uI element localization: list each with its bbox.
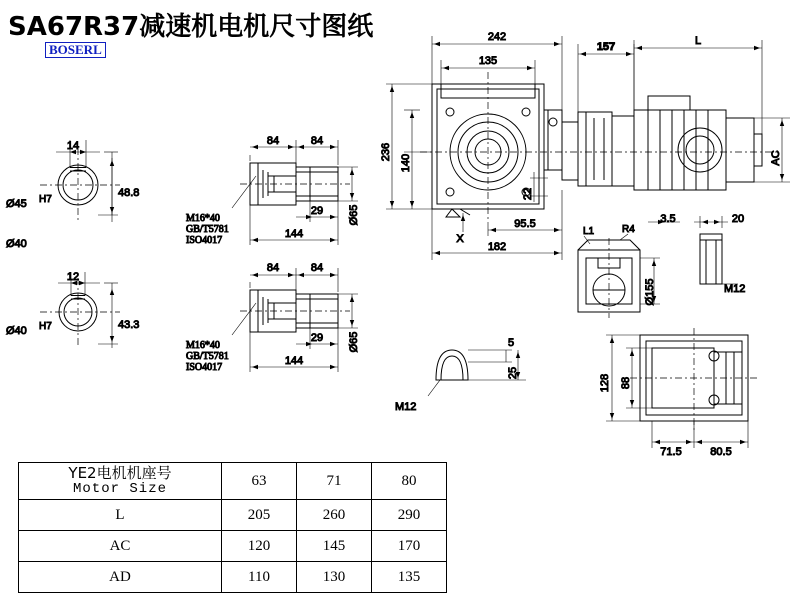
brand-logo: BOSERL [45,42,106,58]
dim-71-5: 71.5 [660,446,682,458]
dim-shaft-top-dia65: Ø65 [348,204,360,226]
dim-left-top-14: 14 [66,140,80,152]
flange-detail-view [578,216,738,318]
dim-main-95-5: 95.5 [514,218,536,230]
dim-shaft-bottom-84b: 84 [310,262,324,274]
table-cell-ad-63: 110 [222,562,297,593]
dim-left-top-bore-tol: H7 [39,194,52,205]
table-header-col-1: 63 [222,463,297,500]
note-top-std1: GB/T5781 [186,224,229,235]
dim-3-5: 3.5 [660,213,676,225]
dim-shaft-bottom-29: 29 [310,332,324,344]
dim-main-22: 22 [522,187,534,201]
dim-main-AC: AC [770,150,782,166]
table-header-label-cn: YE2电机机座号 [68,464,172,482]
table-row [19,500,447,531]
dim-left-bottom-43-3: 43.3 [118,319,140,331]
dim-main-242: 242 [487,31,507,43]
dim-main-X: X [456,233,464,245]
note-bottom-std2: ISO4017 [186,362,223,373]
dim-M12-cover: M12 [395,401,417,413]
dim-shaft-bottom-84a: 84 [266,262,280,274]
dim-main-236: 236 [380,142,392,162]
table-header-col-3: 80 [372,463,447,500]
dim-shaft-top-29: 29 [310,205,324,217]
dim-left-bottom-bore: Ø40 [6,325,27,337]
table-header-label-en: Motor Size [72,481,167,497]
left-top-section-view [40,140,120,222]
table-cell-l-63: 205 [222,500,297,531]
dim-88: 88 [620,376,632,390]
table-cell-ad-71: 130 [297,562,372,593]
dim-main-L: L [694,35,702,47]
table-cell-l-80: 290 [372,500,447,531]
table-cell-ac-71: 145 [297,531,372,562]
dim-shaft-top-84b: 84 [310,135,324,147]
table-row [19,562,447,593]
dim-main-182: 182 [487,241,507,253]
dim-left-top-bore: Ø45 [6,198,27,210]
dim-dia155: Ø155 [644,278,656,306]
motor-size-table [18,462,447,593]
table-header-row [19,463,447,500]
table-header-col-2: 71 [297,463,372,500]
note-bottom-bolt: M16*40 [186,340,220,351]
dim-left-bottom-bore-tol: H7 [39,321,52,332]
dim-left-top-48-8: 48.8 [118,187,140,199]
dim-20: 20 [731,213,745,225]
table-cell-l-71: 260 [297,500,372,531]
dim-shaft-top-84a: 84 [266,135,280,147]
dim-5: 5 [507,337,515,349]
dim-80-5: 80.5 [710,446,732,458]
dim-25: 25 [507,366,519,380]
note-bottom-std1: GB/T5781 [186,351,229,362]
table-cell-ac-80: 170 [372,531,447,562]
dim-left-top-outer: Ø40 [6,238,27,250]
dim-128: 128 [599,373,611,393]
table-header-label [19,463,222,500]
dim-main-140: 140 [400,153,412,173]
label-L1: L1 [583,226,595,237]
label-R4: R4 [622,224,635,235]
left-bottom-section-view [40,272,120,348]
table-row-label-ad: AD [19,562,222,593]
dim-M12-right: M12 [724,283,746,295]
dim-main-157: 157 [596,41,616,53]
dim-left-bottom-12: 12 [66,271,80,283]
dim-main-135: 135 [478,55,498,67]
table-cell-ac-63: 120 [222,531,297,562]
table-row-label-ac: AC [19,531,222,562]
dim-shaft-bottom-144: 144 [284,355,304,367]
table-cell-ad-80: 135 [372,562,447,593]
page-title: SA67R37减速机电机尺寸图纸 [8,12,374,42]
table-row [19,531,447,562]
dim-shaft-top-144: 144 [284,228,304,240]
note-top-std2: ISO4017 [186,235,223,246]
table-row-label-l: L [19,500,222,531]
dim-shaft-bottom-dia65: Ø65 [348,331,360,353]
note-top-bolt: M16*40 [186,213,220,224]
